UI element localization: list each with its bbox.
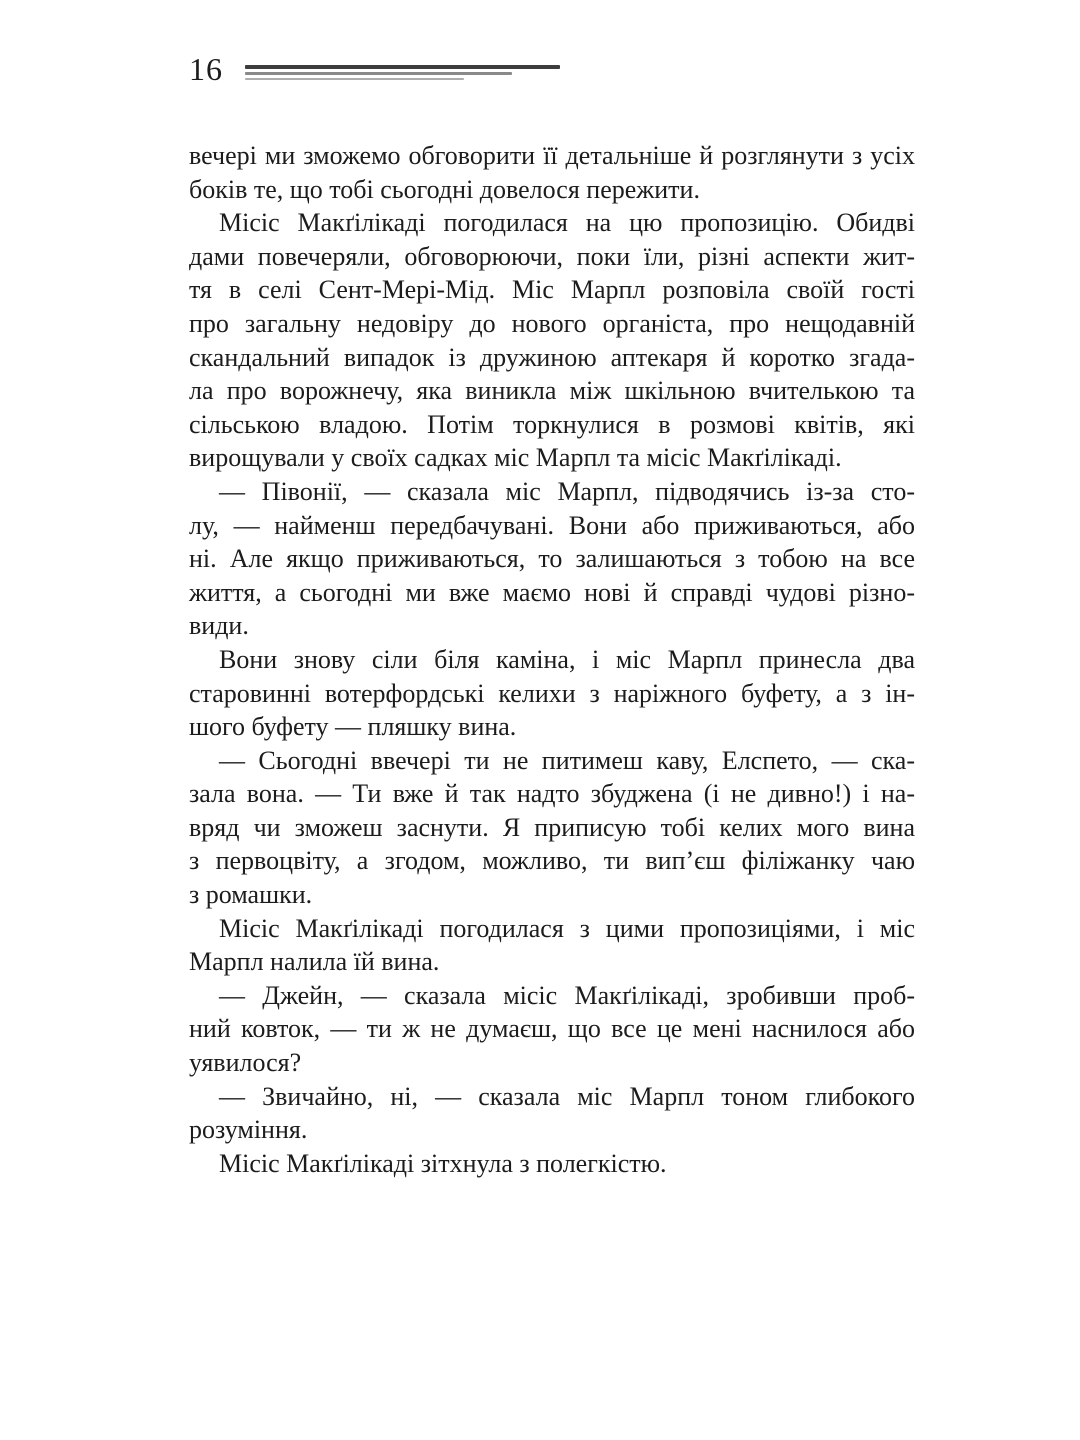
paragraph: [189, 475, 915, 643]
text-line: зала вона. — Ти вже й так надто збуджена (і не дивно!) і на-: [189, 779, 915, 809]
text-line: тя в селі Сент-Мері-Мід. Міс Марпл розповіла своїй гості: [189, 275, 915, 305]
text-line: шого буфету — пляшку вина.: [189, 712, 517, 742]
text-line: вряд чи зможеш заснути. Я приписую тобі келих мого вина: [189, 812, 915, 842]
text-line: життя, а сьогодні ми вже маємо нові й справді чудові різно-: [189, 577, 915, 607]
header-rule-top: [245, 65, 560, 69]
header-rule-middle: [245, 72, 512, 75]
paragraph: [189, 1080, 915, 1147]
text-line: дами повечеряли, обговорюючи, поки їли, різні аспекти жит-: [189, 241, 915, 271]
header-rule-bottom: [245, 78, 464, 80]
text-line: про загальну недовіру до нового органіста, про нещодавній: [189, 308, 915, 338]
text-line: скандальний випадок із дружиною аптекаря й коротко згада-: [189, 342, 915, 372]
text-line: Місіс Макґілікаді погодилася на цю пропозицію. Обидві: [219, 208, 915, 238]
text-line: — Звичайно, ні, — сказала міс Марпл тоном глибокого: [219, 1081, 915, 1111]
text-line: сільською владою. Потім торкнулися в розмові квітів, які: [189, 409, 915, 439]
text-line: Вони знову сіли біля каміна, і міс Марпл принесла два: [219, 644, 915, 674]
page-header: [189, 52, 560, 86]
text-line: ла про ворожнечу, яка виникла між шкільною вчителькою та: [189, 376, 915, 406]
text-line: — Сьогодні ввечері ти не питимеш каву, Елспето, — ска-: [219, 745, 915, 775]
text-line: ний ковток, — ти ж не думаєш, що все це мені наснилося або: [189, 1014, 915, 1044]
paragraph: [189, 744, 915, 912]
paragraph: [189, 139, 915, 206]
paragraph: [189, 206, 915, 475]
page-body: [189, 139, 915, 1180]
text-line: уявилося?: [189, 1048, 302, 1078]
text-line: вечері ми зможемо обговорити її детальніше й розглянути з усіх: [189, 141, 915, 170]
text-line: лу, — найменш передбачувані. Вони або приживаються, або: [189, 510, 915, 540]
text-line: боків те, що тобі сьогодні довелося пережити.: [189, 174, 700, 204]
text-line: види.: [189, 611, 249, 641]
text-line: вирощували у своїх садках міс Марпл та місіс Макґілікаді.: [189, 443, 842, 473]
paragraph: [189, 643, 915, 744]
text-line: — Півонії, — сказала міс Марпл, підводячись із-за сто-: [219, 476, 915, 506]
text-line: з первоцвіту, а згодом, можливо, ти вип’єш філіжанку чаю: [189, 846, 915, 876]
text-line: Місіс Макґілікаді погодилася з цими пропозиціями, і міс: [219, 913, 915, 943]
text-line: розуміння.: [189, 1115, 308, 1145]
paragraph: [189, 912, 915, 979]
paragraph: [189, 979, 915, 1080]
text-line: Місіс Макґілікаді зітхнула з полегкістю.: [219, 1148, 667, 1178]
text-line: з ромашки.: [189, 880, 313, 910]
paragraph: [189, 1147, 915, 1181]
text-line: — Джейн, — сказала місіс Макґілікаді, зробивши проб-: [219, 980, 915, 1010]
header-ornament: [245, 65, 560, 80]
text-line: старовинні вотерфордські келихи з наріжного буфету, а з ін-: [189, 678, 915, 708]
text-line: Марпл налила їй вина.: [189, 947, 440, 977]
page-number: 16: [189, 51, 223, 87]
text-line: ні. Але якщо приживаються, то залишаються з тобою на все: [189, 544, 915, 574]
